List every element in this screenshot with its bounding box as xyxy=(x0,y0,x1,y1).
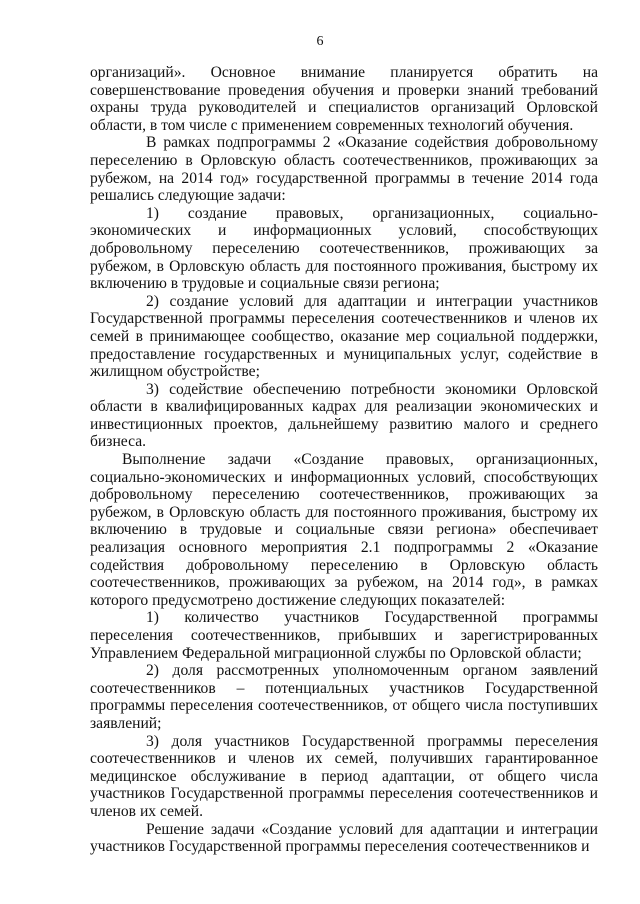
task-item-2: 2) создание условий для адаптации и интеграции участников Государственной программы переселения соотечественников и членов их семей в принимающее сообщество, оказание мер социальной поддержки, предоставление государственных и муниципальных услуг, содействие в жилищном обустройстве; xyxy=(90,292,598,381)
indicator-item-3: 3) доля участников Государственной программы переселения соотечественников и членов их семей, получивших гарантированное медицинское обслуживание в период адаптации, от общего числа участников Государственной программы переселения соотечественников и членов их семей. xyxy=(90,732,598,820)
paragraph-4: Решение задачи «Создание условий для адаптации и интеграции участников Государственной программы переселения соотечественников и xyxy=(90,820,598,856)
document-body xyxy=(90,64,598,856)
task-item-3: 3) содействие обеспечению потребности экономики Орловской области в квалифицированных кадрах для реализации экономических и инвестиционных проектов, дальнейшему развитию малого и среднего бизнеса. xyxy=(90,380,598,451)
indicator-item-1: 1) количество участников Государственной программы переселения соотечественников, прибывших и зарегистрированных Управлением Федеральной миграционной службы по Орловской области; xyxy=(90,609,598,662)
paragraph-3: Выполнение задачи «Создание правовых, организационных, социально-экономических и информационных условий, способствующих добровольному переселению соотечественников, проживающих за рубежом, в Орловскую область для постоянного проживания, быстрому их включению в трудовые и социальные связи региона» обеспечивает реализация основного мероприятия 2.1 подпрограммы 2 «Оказание содействия добровольному переселению в Орловскую область соотечественников, проживающих за рубежом, на 2014 год», в рамках которого предусмотрено достижение следующих показателей: xyxy=(90,451,598,609)
indicator-item-2: 2) доля рассмотренных уполномоченным органом заявлений соотечественников – потенциальных участников Государственной программы переселения соотечественников, от общего числа поступивших заявлений; xyxy=(90,662,598,732)
paragraph-1: организаций». Основное внимание планируется обратить на совершенствование проведения обучения и проверки знаний требований охраны труда руководителей и специалистов организаций Орловской области, в том числе с применением современных технологий обучения. xyxy=(90,64,598,134)
paragraph-2: В рамках подпрограммы 2 «Оказание содействия добровольному переселению в Орловскую область соотечественников, проживающих за рубежом, на 2014 год» государственной программы в течение 2014 года решались следующие задачи: xyxy=(90,134,598,205)
page-number: 6 xyxy=(316,34,324,49)
task-item-1: 1) создание правовых, организационных, социально-экономических и информационных условий, способствующих добровольному переселению соотечественников, проживающих за рубежом, в Орловскую область для постоянного проживания, быстрому их включению в трудовые и социальные связи региона; xyxy=(90,204,598,293)
